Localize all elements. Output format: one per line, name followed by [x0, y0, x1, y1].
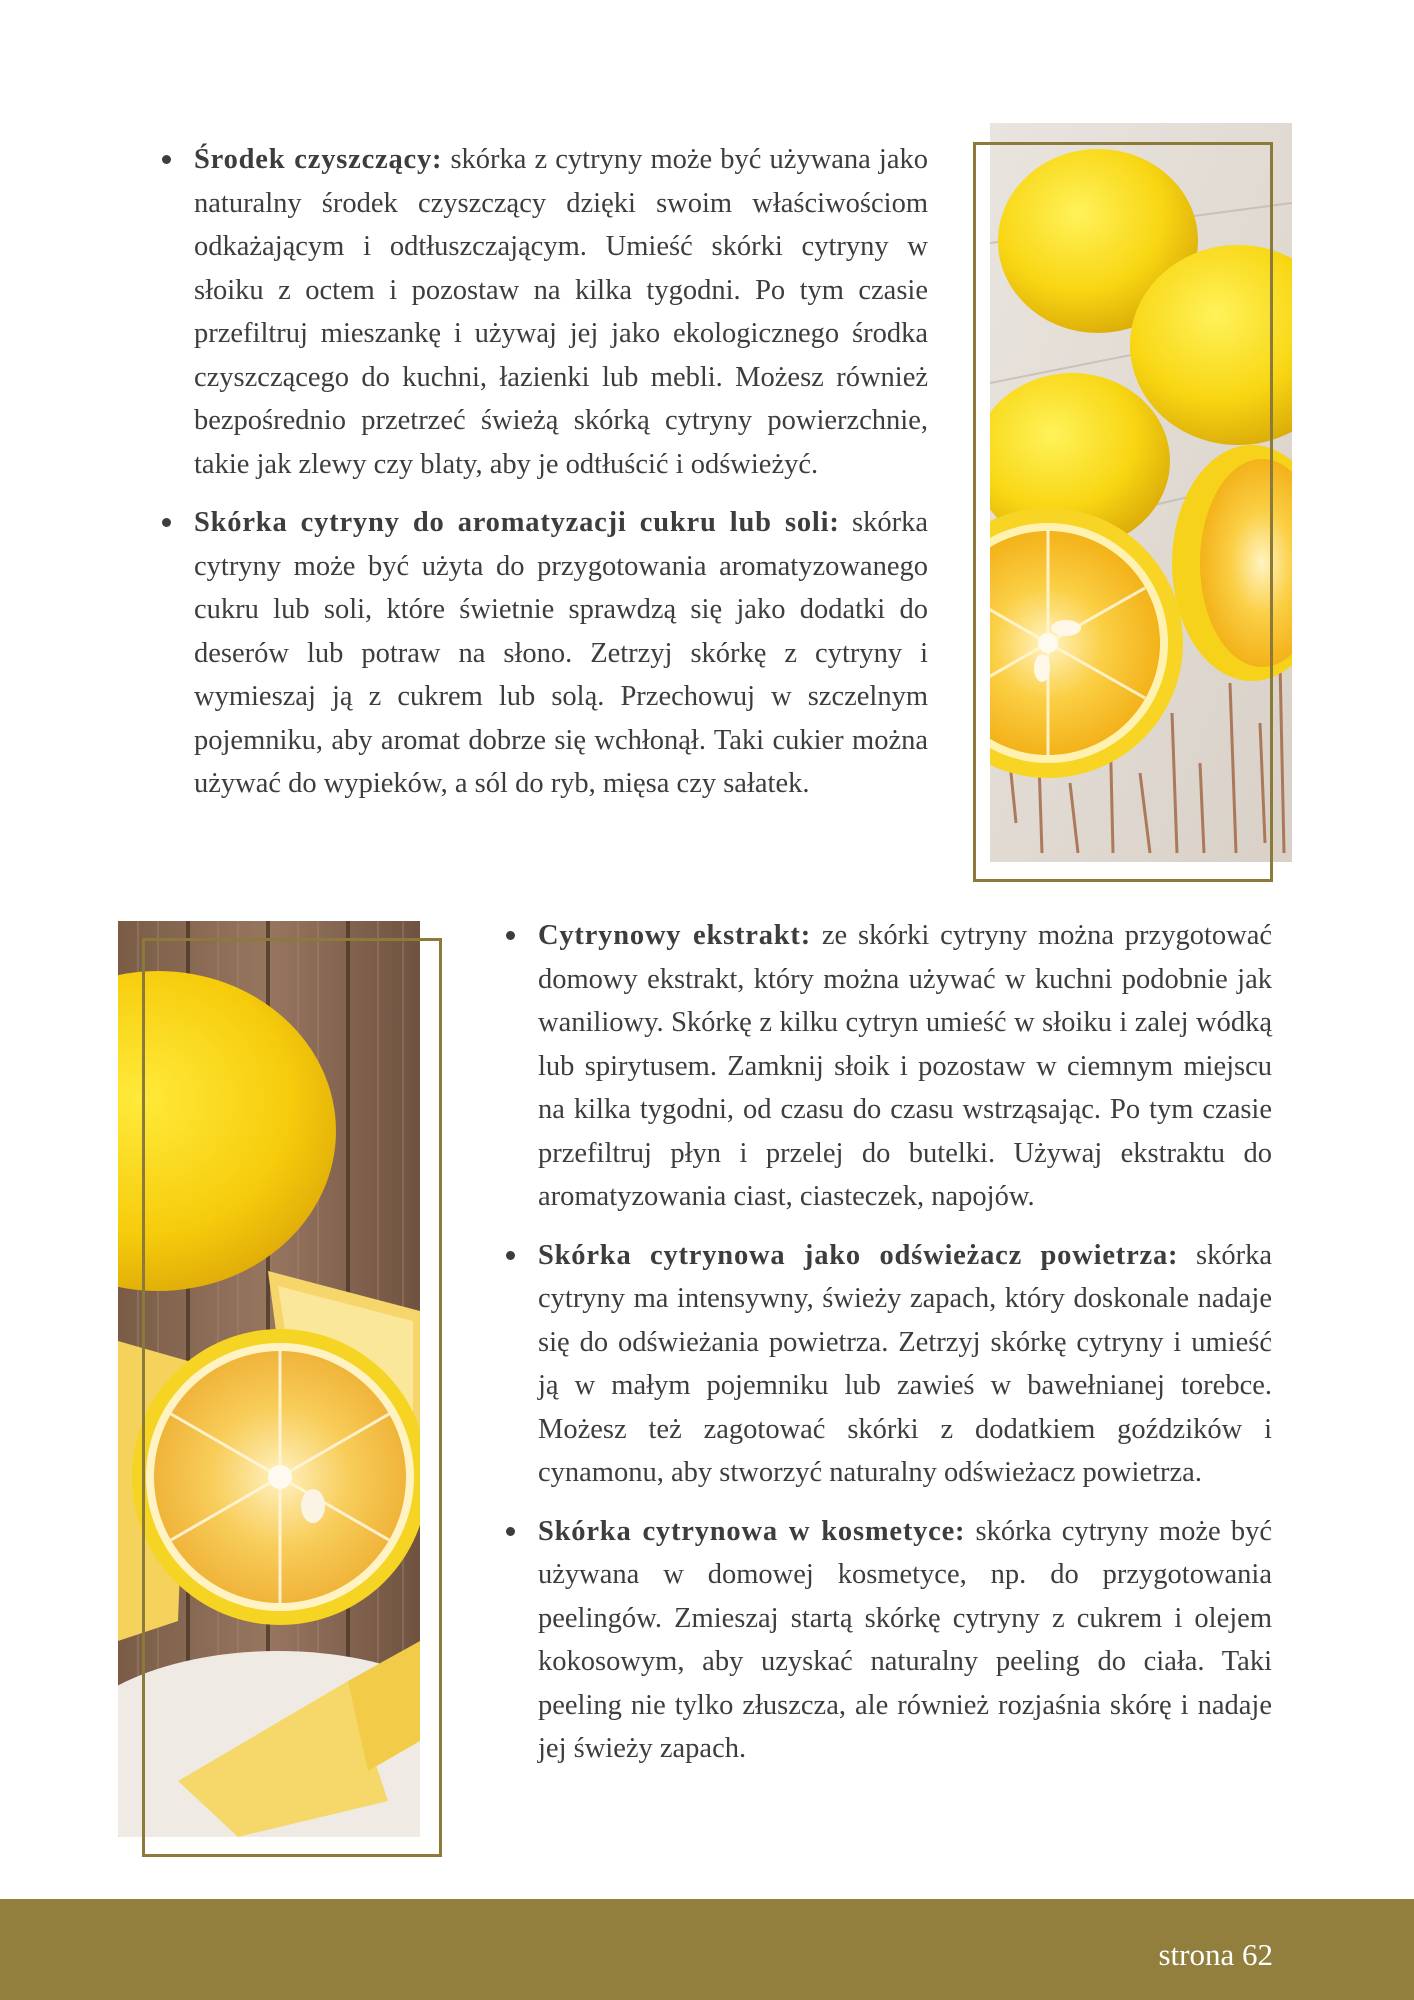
list-item-cleaning — [194, 138, 928, 486]
item-text: skórka cytryny może być używana w domowej kosmetyce, np. do przygotowania peelingów. Zmieszaj startą skórkę cytryny z cukrem i olejem kokosowym, aby uzyskać naturalny peeling do ciała. Taki peeling nie tylko złuszcza, ale również rozjaśnia skórę i nadaje jej świeży zapach. — [538, 1515, 1272, 1764]
list-item-air-freshener — [538, 1234, 1272, 1495]
item-text: skórka z cytryny może być używana jako naturalny środek czyszczący dzięki swoim właściwościom odkażającym i odtłuszczającym. Umieść skórki cytryny w słoiku z octem i pozostaw na kilka tygodni. Po tym czasie przefiltruj mieszankę i używaj jej jako ekologicznego środka czyszczącego do kuchni, łazienki lub mebli. Możesz również bezpośrednio przetrzeć świeżą skórką cytryny powierzchnie, takie jak zlewy czy blaty, aby je odtłuścić i odświeżyć. — [194, 144, 928, 480]
item-heading: Skórka cytryny do aromatyzacji cukru lub soli: — [194, 507, 840, 538]
decorative-frame-top — [973, 142, 1273, 882]
item-text: skórka cytryny ma intensywny, świeży zapach, który doskonale nadaje się do odświeżania powietrza. Zetrzyj skórkę cytryny i umieść ją w małym pojemniku lub zawieś w bawełnianej torebce. Możesz też zagotować skórki z dodatkiem goździków i cynamonu, aby stworzyć naturalny odświeżacz powietrza. — [538, 1239, 1273, 1488]
bullet-icon — [506, 931, 515, 940]
item-heading: Skórka cytrynowa w kosmetyce: — [538, 1515, 966, 1547]
bullet-icon — [162, 155, 171, 164]
list-item-sugar-salt — [194, 501, 928, 806]
item-heading: Środek czyszczący: — [194, 144, 443, 175]
item-text: skórka cytryny może być użyta do przygotowania aromatyzowanego cukru lub soli, które świetnie sprawdzą się jako dodatki do deserów lub potraw na słono. Zetrzyj skórkę z cytryny i wymieszaj ją z cukrem lub solą. Przechowuj w szczelnym pojemniku, aby aromat dobrze się wchłonął. Taki cukier można używać do wypieków, a sól do ryb, mięsa czy sałatek. — [194, 507, 929, 799]
bullet-icon — [162, 518, 171, 527]
bullet-list-top — [194, 138, 928, 821]
page-footer — [0, 1899, 1414, 2000]
item-heading: Skórka cytrynowa jako odświeżacz powietrza: — [538, 1239, 1179, 1271]
bullet-icon — [506, 1527, 515, 1536]
decorative-frame-bottom — [142, 938, 442, 1857]
bullet-icon — [506, 1251, 515, 1260]
page-number: strona 62 — [1158, 1937, 1273, 1972]
item-text: ze skórki cytryny można przygotować domowy ekstrakt, który można używać w kuchni podobnie jak waniliowy. Skórkę z kilku cytryn umieść w słoiku i zalej wódką lub spirytusem. Zamknij słoik i pozostaw w ciemnym miejscu na kilka tygodni, od czasu do czasu wstrząsając. Po tym czasie przefiltruj płyn i przelej do butelki. Używaj ekstraktu do aromatyzowania ciast, ciasteczek, napojów. — [538, 920, 1272, 1212]
list-item-cosmetics — [538, 1510, 1272, 1771]
bullet-list-bottom — [538, 914, 1272, 1786]
item-heading: Cytrynowy ekstrakt: — [538, 920, 812, 951]
list-item-extract — [538, 914, 1272, 1219]
